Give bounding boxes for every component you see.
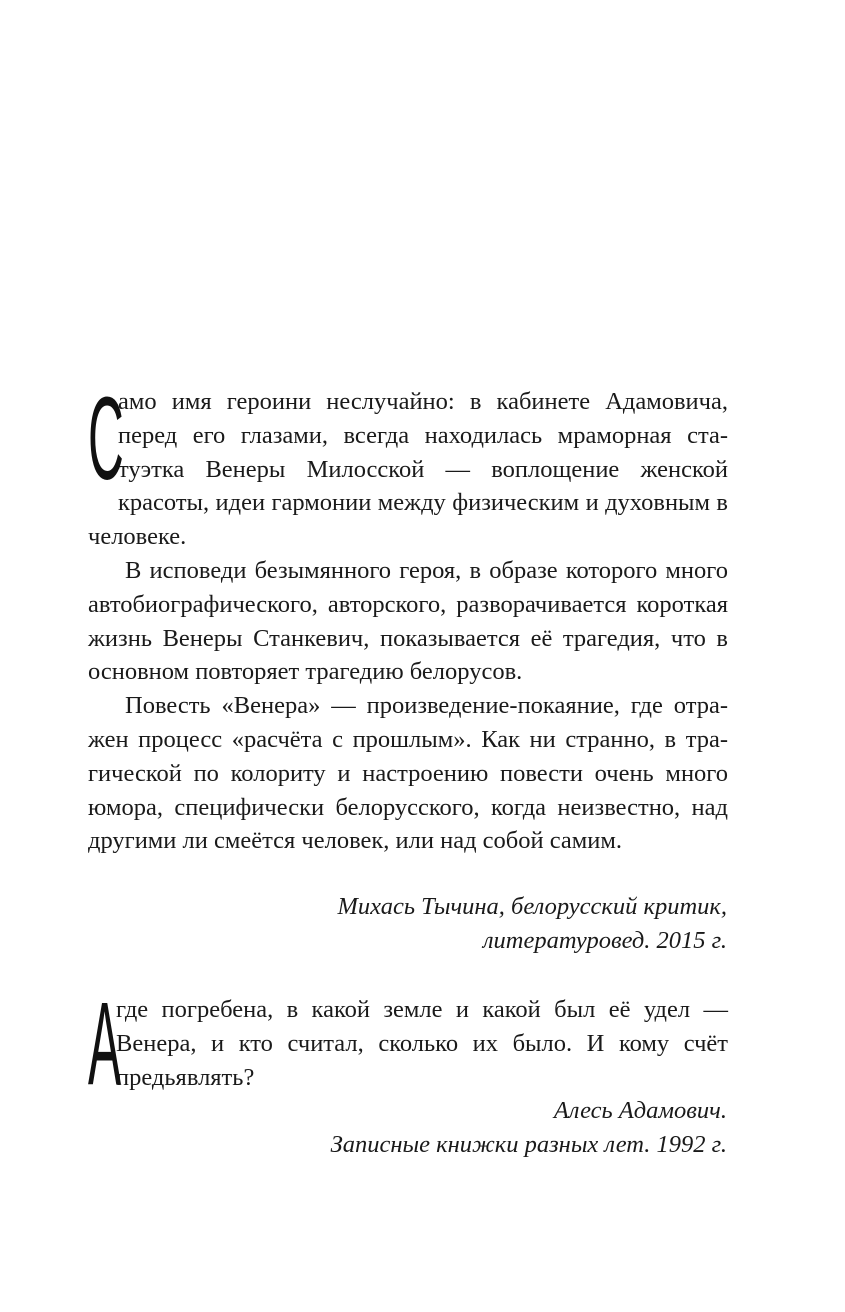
drop-cap: А xyxy=(88,978,122,1110)
paragraph-1-text: амо имя героини неслучайно: в кабинете Адамовича, перед его глазами, всегда находилась мраморная статуэтка Венеры Милосской — воплощение женской красоты, идеи гармонии между физическим и духовным в человеке. xyxy=(88,388,728,551)
paragraph-3: Повесть «Венера» — произведение-покаяние, где отражен процесс «расчёта с прошлым». Как ни странно, в трагической по колориту и настроению повести очень много юмора, специфически белорусского, когда неизвестно, над другими ли смеётся человек, или над собой самим. xyxy=(88,692,728,855)
epigraph-text-block xyxy=(88,978,728,1110)
essay-text-block xyxy=(88,373,728,858)
attribution-author xyxy=(331,1094,727,1162)
paragraph-2: В исповеди безымянного героя, в образе которого много автобиографического, авторского, разворачивается короткая жизнь Венеры Станкевич, показывается её трагедия, что в основном повторяет трагедию белорусов. xyxy=(88,556,728,686)
drop-cap: С xyxy=(88,373,124,505)
attribution-critic-line-1: Михась Тычина, белорусский критик, xyxy=(337,893,727,920)
epigraph-paragraph-text: где погребена, в какой земле и какой был её удел — Венера, и кто считал, сколько их было. И кому счёт предьявлять? xyxy=(116,996,728,1091)
paragraph-1 xyxy=(88,373,728,554)
attribution-critic xyxy=(338,890,727,958)
attribution-author-line-1: Алесь Адамович. xyxy=(553,1097,727,1124)
epigraph-paragraph xyxy=(88,978,728,1110)
attribution-critic-line-2: литературовед. 2015 г. xyxy=(482,926,727,954)
attribution-author-line-2: Записные книжки разных лет. 1992 г. xyxy=(330,1130,727,1158)
